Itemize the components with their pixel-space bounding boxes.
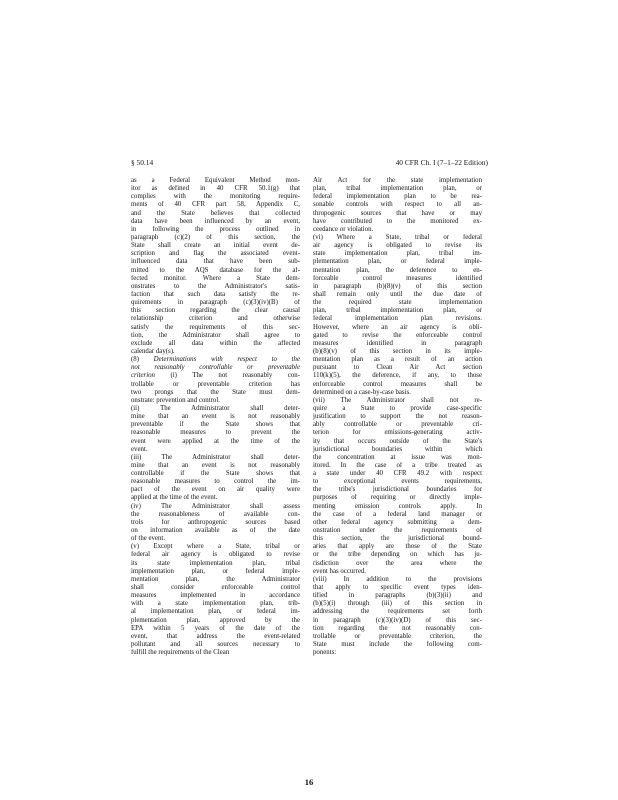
text-line: federal air agency is obligated to revise (131, 551, 300, 559)
text-line: two prongs that the State must dem- (131, 388, 300, 396)
text-line: trollable or preventable criterion has (131, 380, 300, 388)
text-line: mine that an event is not reasonably (131, 413, 300, 421)
text-line: other federal agency submitting a dem- (313, 518, 482, 526)
text-line: justification to support the not reason- (313, 413, 482, 421)
text-line: State shall create an initial event de- (131, 242, 300, 250)
text-line: al implementation plan, or federal im- (131, 608, 300, 616)
text-line: faction that such data satisfy the re- (131, 290, 300, 298)
text-line: (iv) The Administrator shall assess (131, 502, 300, 510)
text-line: or the tribe depending on which has ju- (313, 551, 482, 559)
text-line: determined on a case-by-case basis. (313, 388, 411, 396)
text-line: controllable if the State shows that (131, 470, 300, 478)
text-line: data have been influenced by an event, (131, 217, 300, 225)
text-line: However, where an air agency is obli- (313, 323, 482, 331)
text-line: measures identified in paragraph (313, 339, 482, 347)
text-line: 110(k)(5), the deference, if any, to those (313, 372, 482, 380)
cfr-citation: 40 CFR Ch. I (7–1–22 Edition) (395, 158, 488, 167)
text-line: paragraph (c)(2) of this section, the (131, 233, 300, 241)
text-line: State must include the following com- (313, 641, 482, 649)
text-line: a state under 40 CFR 49.2 with respect (313, 470, 482, 478)
text-line: federal implementation plan to be rea- (313, 193, 482, 201)
text-line: of the event. (131, 535, 166, 543)
text-line: plementation plan, approved by the (131, 616, 300, 624)
text-line: have contributed to the monitored ex- (313, 217, 482, 225)
text-line: in following the process outlined in (131, 225, 300, 233)
text-line: risdiction over the area where the (313, 559, 482, 567)
text-line: that apply to specific event types iden- (313, 584, 482, 592)
text-line: influenced data that have been sub- (131, 258, 300, 266)
text-line: fulfill the requirements of the Clean (131, 649, 230, 657)
text-line: onstrates to the Administrator's satis- (131, 282, 300, 290)
text-line: reasonable measures to prevent the (131, 429, 300, 437)
text-line: ments of 40 CFR part 58, Appendix C, (131, 201, 300, 209)
text-line: pollutant and all sources necessary to (131, 641, 300, 649)
text-line: menting emission controls apply. In (313, 502, 482, 510)
text-line: mentation plan, the Administrator (131, 575, 300, 583)
left-column (131, 177, 300, 657)
text-line: purposes of requiring or directly imple- (313, 494, 482, 502)
text-line: (b)(8)(v) of this section in its imple- (313, 347, 482, 355)
text-line: plementation plan, or federal imple- (313, 258, 482, 266)
text-line: jurisdictional boundaries within which (313, 445, 482, 453)
text-line: calendar day(s). (131, 347, 175, 355)
text-line: EPA within 5 years of the date of the (131, 624, 300, 632)
text-line: reasonable measures to control the im- (131, 478, 300, 486)
text-line: (iii) The Administrator shall deter- (131, 453, 300, 461)
text-line: ably controllable or preventable cri- (313, 421, 482, 429)
text-line: state implementation plan, tribal im- (313, 250, 482, 258)
text-line: measures implemented in accordance (131, 592, 300, 600)
right-column (313, 177, 482, 657)
text-line: exclude all data within the affected (131, 339, 300, 347)
text-line: aries that apply are those of the State (313, 543, 482, 551)
text-line: pursuant to Clean Air Act section (313, 364, 482, 372)
text-line: forceable control measures identified (313, 274, 482, 282)
text-line: its state implementation plan, tribal (131, 559, 300, 567)
text-line: event. (131, 445, 148, 453)
text-line: mentation plan, the deference to en- (313, 266, 482, 274)
text-line: trollable or preventable criterion, the (313, 632, 482, 640)
page-number: 16 (304, 777, 314, 787)
text-line: criterion (i) The not reasonably con- (131, 372, 300, 380)
text-line: to exceptional events requirements, (313, 478, 482, 486)
text-line: gated to revise the enforceable control (313, 331, 482, 339)
text-line: event were applied at the time of the (131, 437, 300, 445)
text-line: this section regarding the clear causal (131, 307, 300, 315)
text-line: air agency is obligated to revise its (313, 242, 482, 250)
text-line: and the State believes that collected (131, 209, 300, 217)
text-line: fected monitor. Where a State dem- (131, 274, 300, 282)
text-line: (v) Except where a State, tribal or (131, 543, 300, 551)
text-line: ceedance or violation. (313, 225, 374, 233)
text-line: addressing the requirements set forth (313, 608, 482, 616)
text-line: tion regarding the not reasonably con- (313, 624, 482, 632)
text-line: (vi) Where a State, tribal or federal (313, 233, 482, 241)
text-line: ponents: (313, 649, 337, 657)
text-line: sonable controls with respect to all an- (313, 201, 482, 209)
text-line: relationship criterion and otherwise (131, 315, 300, 323)
text-line: on information available as of the date (131, 527, 300, 535)
text-line: pact of the event on air quality were (131, 486, 300, 494)
text-line: shall remain only until the due date of (313, 290, 482, 298)
text-line: plan, tribal implementation plan, or (313, 185, 482, 193)
text-line: the required state implementation (313, 299, 482, 307)
text-line: this section, the jurisdictional bound- (313, 535, 482, 543)
text-line: implementation plan, or federal imple- (131, 567, 300, 575)
text-line: enforceable control measures shall be (313, 380, 482, 388)
text-line: tion, the Administrator shall agree to (131, 331, 300, 339)
text-line: event, that address the event-related (131, 632, 300, 640)
text-line: complies with the monitoring require- (131, 193, 300, 201)
text-line: ity that occurs outside of the State's (313, 437, 482, 445)
text-line: Air Act for the state implementation (313, 177, 482, 184)
text-line: in paragraph (c)(3)(iv)(D) of this sec- (313, 616, 482, 624)
text-line: (ii) The Administrator shall deter- (131, 404, 300, 412)
text-line: onstration under the requirements of (313, 527, 482, 535)
text-line: as a Federal Equivalent Method mon- (131, 177, 300, 184)
text-line: in paragraph (b)(8)(v) of this section (313, 282, 482, 290)
text-line: with a state implementation plan, trib- (131, 600, 300, 608)
text-line: federal implementation plan revisions. (313, 315, 482, 323)
text-line: mentation plan as a result of an action (313, 356, 482, 364)
text-line: the concentration at issue was mon- (313, 453, 482, 461)
text-line: itor as defined in 40 CFR 50.1(g) that (131, 185, 300, 193)
text-line: (viii) In addition to the provisions (313, 575, 482, 583)
running-header (131, 158, 488, 170)
text-line: shall consider enforceable control (131, 584, 300, 592)
text-line: scription and flag the associated event- (131, 250, 300, 258)
text-line: not reasonably controllable or preventable (131, 364, 300, 372)
text-line: the reasonableness of available con- (131, 510, 300, 518)
text-line: applied at the time of the event. (131, 494, 218, 502)
text-line: event has occurred. (313, 567, 367, 575)
text-line: (8) Determinations with respect to the (131, 356, 300, 364)
section-label: § 50.14 (131, 158, 154, 167)
text-line: mine that an event is not reasonably (131, 461, 300, 469)
text-line: mitted to the AQS database for the af- (131, 266, 300, 274)
text-line: (vii) The Administrator shall not re- (313, 396, 482, 404)
text-line: itored. In the case of a tribe treated as (313, 461, 482, 469)
text-line: quire a State to provide case-specific (313, 404, 482, 412)
text-line: onstrate: prevention and control. (131, 396, 220, 404)
text-line: satisfy the requirements of this sec- (131, 323, 300, 331)
text-line: tified in paragraphs (b)(3)(ii) and (313, 592, 482, 600)
text-line: the case of a federal land manager or (313, 510, 482, 518)
text-line: quirements in paragraph (c)(3)(iv)(B) of (131, 299, 300, 307)
text-line: the tribe's jurisdictional boundaries for (313, 486, 482, 494)
text-line: thropogenic sources that have or may (313, 209, 482, 217)
text-line: trols for anthropogenic sources based (131, 518, 300, 526)
text-line: terion for emissions-generating activ- (313, 429, 482, 437)
text-line: plan, tribal implementation plan, or (313, 307, 482, 315)
text-line: preventable if the State shows that (131, 421, 300, 429)
text-line: (b)(5)(i) through (iii) of this section in (313, 600, 482, 608)
